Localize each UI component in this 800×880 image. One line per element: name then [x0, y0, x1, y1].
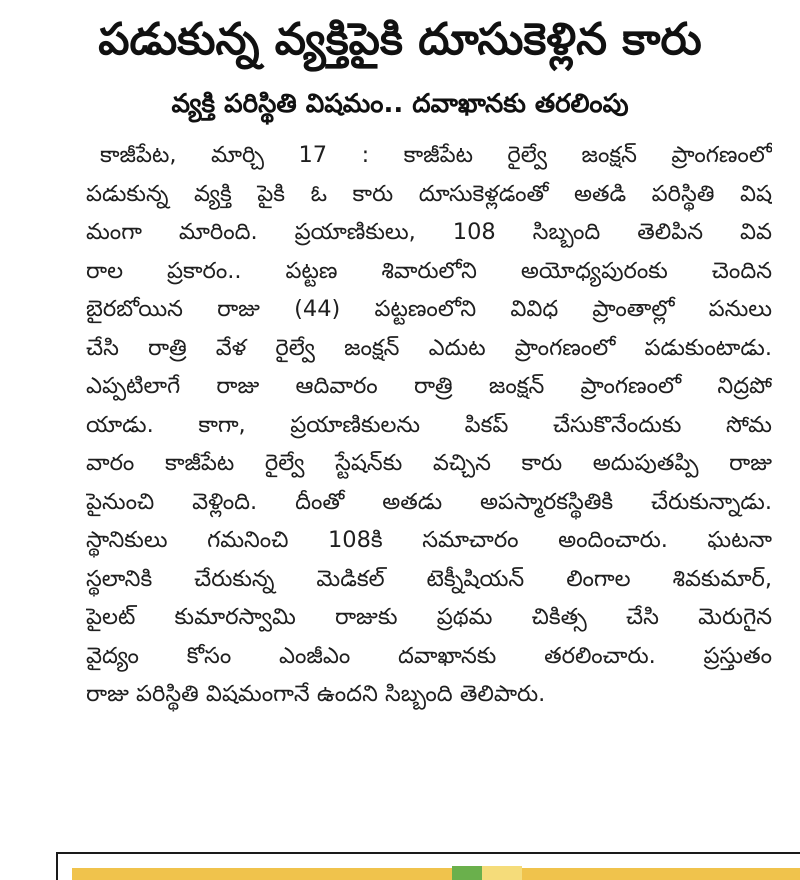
article-line: స్థానికులు గమనించి 108కి సమాచారం అందించారు. ఘటనా: [86, 527, 772, 553]
article-headline: పడుకున్న వ్యక్తిపైకి దూసుకెళ్లిన కారు: [98, 14, 702, 65]
article-line: పైనుంచి వెళ్లింది. దీంతో అతడు అపస్మారకస్థితికి చేరుకున్నాడు.: [86, 488, 772, 515]
article-line: వారం కాజీపేట రైల్వే స్టేషన్‌కు వచ్చిన కారు అదుపుతప్పి రాజు: [86, 450, 772, 476]
article-line: స్థలానికి చేరుకున్న మెడికల్ టెక్నీషియన్ లింగాల శివకుమార్,: [86, 565, 772, 592]
article-line: కాజీపేట, మార్చి 17 : కాజీపేట రైల్వే జంక్షన్ ప్రాంగణంలో: [100, 142, 772, 168]
article-line: పడుకున్న వ్యక్తి పైకి ఓ కారు దూసుకెళ్లడంతో అతడి పరిస్థితి విష: [86, 180, 772, 207]
article-line: రాజు పరిస్థితి విషమంగానే ఉందని సిబ్బంది తెలిపారు.: [86, 681, 546, 707]
article-line: ఎప్పటిలాగే రాజు ఆదివారం రాత్రి జంక్షన్ ప్రాంగణంలో నిద్రపో: [86, 373, 772, 399]
article-body: [86, 136, 772, 714]
article-line: మంగా మారింది. ప్రయాణికులు, 108 సిబ్బంది తెలిపిన వివ: [86, 219, 772, 245]
article-line: పైలట్ కుమారస్వామి రాజుకు ప్రథమ చికిత్స చేసి మెరుగైన: [86, 604, 772, 630]
article-line: చేసి రాత్రి వేళ రైల్వే జంక్షన్ ఎదుట ప్రాంగణంలో పడుకుంటాడు.: [86, 334, 772, 361]
next-article-graphic-highlight: [482, 866, 522, 880]
article-line: బైరబోయిన రాజు (44) పట్టణంలోని వివిధ ప్రాంతాల్లో పనులు: [86, 296, 772, 322]
next-article-graphic: [452, 866, 482, 880]
next-article-banner: [72, 868, 800, 880]
article-line: రాల ప్రకారం.. పట్టణ శివారులోని అయోధ్యపురంకు చెందిన: [86, 257, 772, 284]
article-line: యాడు. కాగా, ప్రయాణికులను పికప్ చేసుకొనేందుకు సోమ: [86, 411, 772, 438]
article-line: వైద్యం కోసం ఎంజీఎం దవాఖానకు తరలించారు. ప్రస్తుతం: [86, 642, 772, 669]
article-subheadline: వ్యక్తి పరిస్థితి విషమం.. దవాఖానకు తరలింపు: [171, 89, 629, 119]
